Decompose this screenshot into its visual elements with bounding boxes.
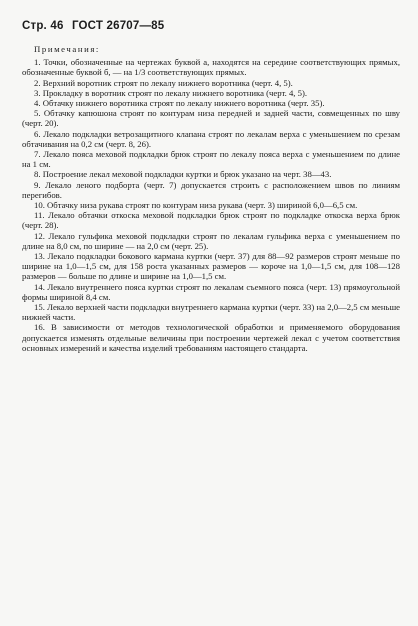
note-item: 11. Лекало обтачки откоска меховой подкладки брюк строят по подкладке откоска верха брюк (черт. 28). [22, 210, 400, 231]
note-item: 10. Обтачку низа рукава строят по контурам низа рукава (черт. 3) шириной 6,0—6,5 см. [34, 200, 358, 211]
note-item: 6. Лекало подкладки ветрозащитного клапана строят по лекалам верха с уменьшением по срезам обтачивания на 0,2 см (черт. 8, 26). [22, 128, 400, 149]
note-item: 12. Лекало гульфика меховой подкладки строят по лекалам гульфика верха с уменьшением по длине на 8,0 см, по ширине — на 2,0 см (черт. 25). [22, 230, 400, 251]
note-item: 8. Построение лекал меховой подкладки куртки и брюк указано на черт. 38—43. [34, 169, 332, 180]
note-item: 4. Обтачку нижнего воротника строят по лекалу нижнего воротника (черт. 35). [34, 98, 325, 109]
note-item: 7. Лекало пояса меховой подкладки брюк строят по лекалу пояса верха с уменьшением по длине на 1 см. [22, 149, 400, 170]
note-item: 16. В зависимости от методов технологической обработки и применяемого оборудования допускается изменять отдельные величины при построении чертежей лекал с учетом соответствия основных измерений и качества изделий требованиям настоящего стандарта. [22, 322, 400, 353]
note-item: 14. Лекало внутреннего пояса куртки строят по лекалам съемного пояса (черт. 13) прямоугольной формы шириной 8,4 см. [22, 281, 400, 302]
notes-title: Примечания: [34, 44, 100, 54]
note-item: 5. Обтачку капюшона строят по контурам низа передней и задней части, совмещенных по шву (черт. 20). [22, 108, 400, 129]
note-item: 3. Прокладку в воротник строят по лекалу нижнего воротника (черт. 4, 5). [34, 87, 308, 98]
standard-code: ГОСТ 26707—85 [71, 20, 165, 32]
note-item: 15. Лекало верхней части подкладки внутреннего кармана куртки (черт. 33) на 2,0—2,5 см меньше нижней части. [22, 302, 400, 323]
page-header [22, 20, 169, 32]
notes-section [22, 44, 400, 353]
note-item: 9. Лекало леного подборта (черт. 7) допускается строить с расположением швов по линиям перегибов. [22, 179, 400, 200]
page-number: Стр. 46 [22, 20, 64, 32]
note-item: 2. Верхний воротник строят по лекалу нижнего воротника (черт. 4, 5). [34, 77, 293, 88]
note-item: 13. Лекало подкладки бокового кармана куртки (черт. 37) для 88—92 размеров строят меньше по ширине на 1,0—1,5 см, для 158 роста указанных размеров — короче на 1,0—1,5 см, для 108—128 размеров — больше по длине и ширине на 1,0—1,5 см. [22, 251, 400, 282]
note-item: 1. Точки, обозначенные на чертежах буквой а, находятся на середине соответствующих прямых, обозначенные буквой б, — на 1/3 соответствующих прямых. [22, 57, 400, 78]
